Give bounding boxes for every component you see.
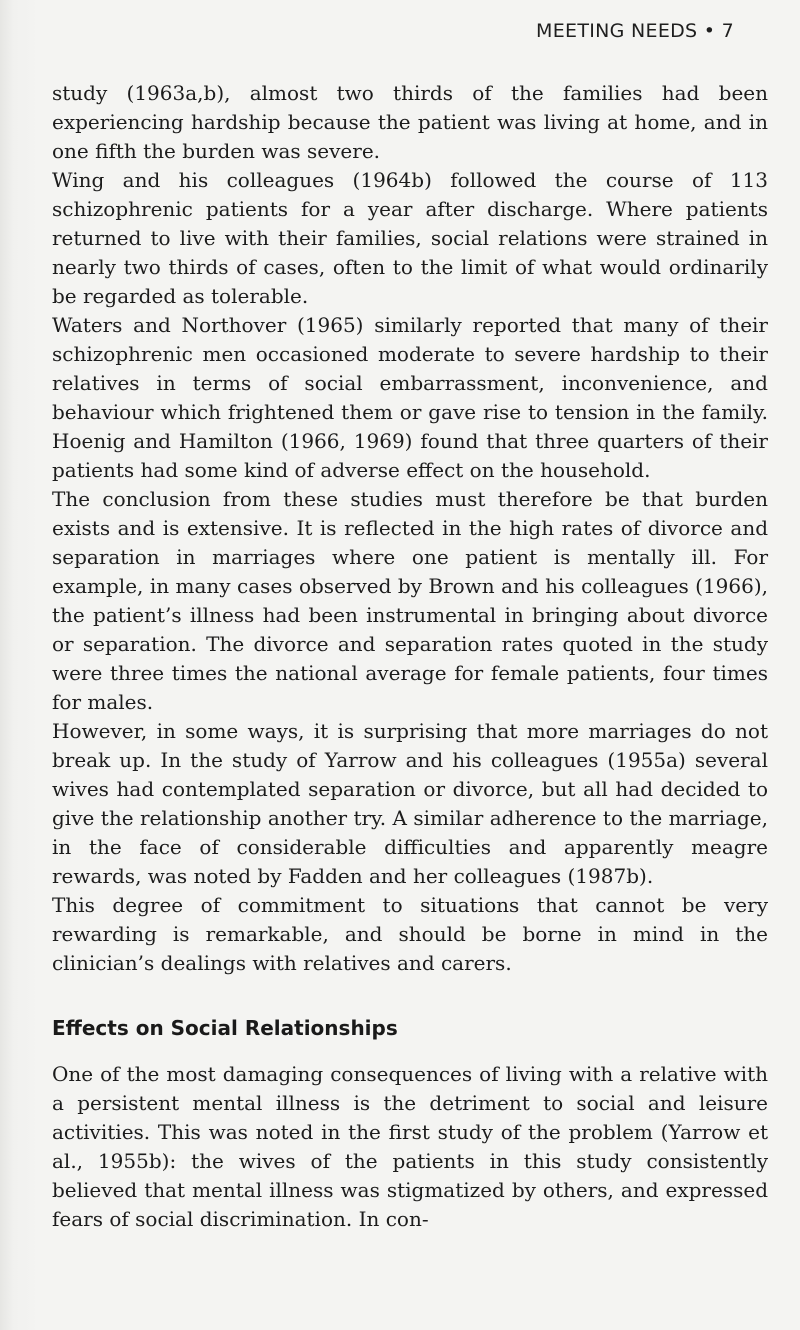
paragraph: However, in some ways, it is surprising that more marriages do not break up. In the study of Yarrow and his colleagues (1955a) several wives had contemplated separation or divorce, but all had decided to give the relationship another try. A similar adherence to the marriage, in the face of considerable difficulties and apparently meagre rewards, was noted by Fadden and her colleagues (1987b). — [52, 719, 768, 888]
paragraph: Waters and Northover (1965) similarly reported that many of their schizophrenic men occasioned moderate to severe hardship to their relatives in terms of social embarrassment, inconvenience, and behaviour which frightened them or gave rise to tension in the family. Hoenig and Hamilton (1966, 1969) found that three quarters of their patients had some kind of adverse effect on the household. — [52, 313, 768, 482]
section-heading: Effects on Social Relationships — [52, 1016, 398, 1040]
paragraph: Wing and his colleagues (1964b) followed the course of 113 schizophrenic patients for a year after discharge. Where patients returned to live with their families, social relations were strained in nearly two thirds of cases, often to the limit of what would ordinarily be regarded as tolerable. — [52, 168, 768, 308]
paragraph: study (1963a,b), almost two thirds of the families had been experiencing hardship because the patient was living at home, and in one fifth the burden was severe. — [52, 81, 768, 163]
paragraph: This degree of commitment to situations that cannot be very rewarding is remarkable, and should be borne in mind in the clinician’s dealings with relatives and carers. — [52, 893, 768, 975]
paragraph: The conclusion from these studies must therefore be that burden exists and is extensive. It is reflected in the high rates of divorce and separation in marriages where one patient is mentally ill. For example, in many cases observed by Brown and his colleagues (1966), the patient’s illness had been instrumental in bringing about divorce or separation. The divorce and separation rates quoted in the study were three times the national average for female patients, four times for males. — [52, 487, 768, 714]
paragraph: One of the most damaging consequences of living with a relative with a persistent mental illness is the detriment to social and leisure activities. This was noted in the first study of the problem (Yarrow et al., 1955b): the wives of the patients in this study consistently believed that mental illness was stigmatized by others, and expressed fears of social discrimination. In con- — [52, 1062, 768, 1231]
body-text — [52, 79, 768, 1234]
running-head: MEETING NEEDS • 7 — [536, 20, 734, 42]
